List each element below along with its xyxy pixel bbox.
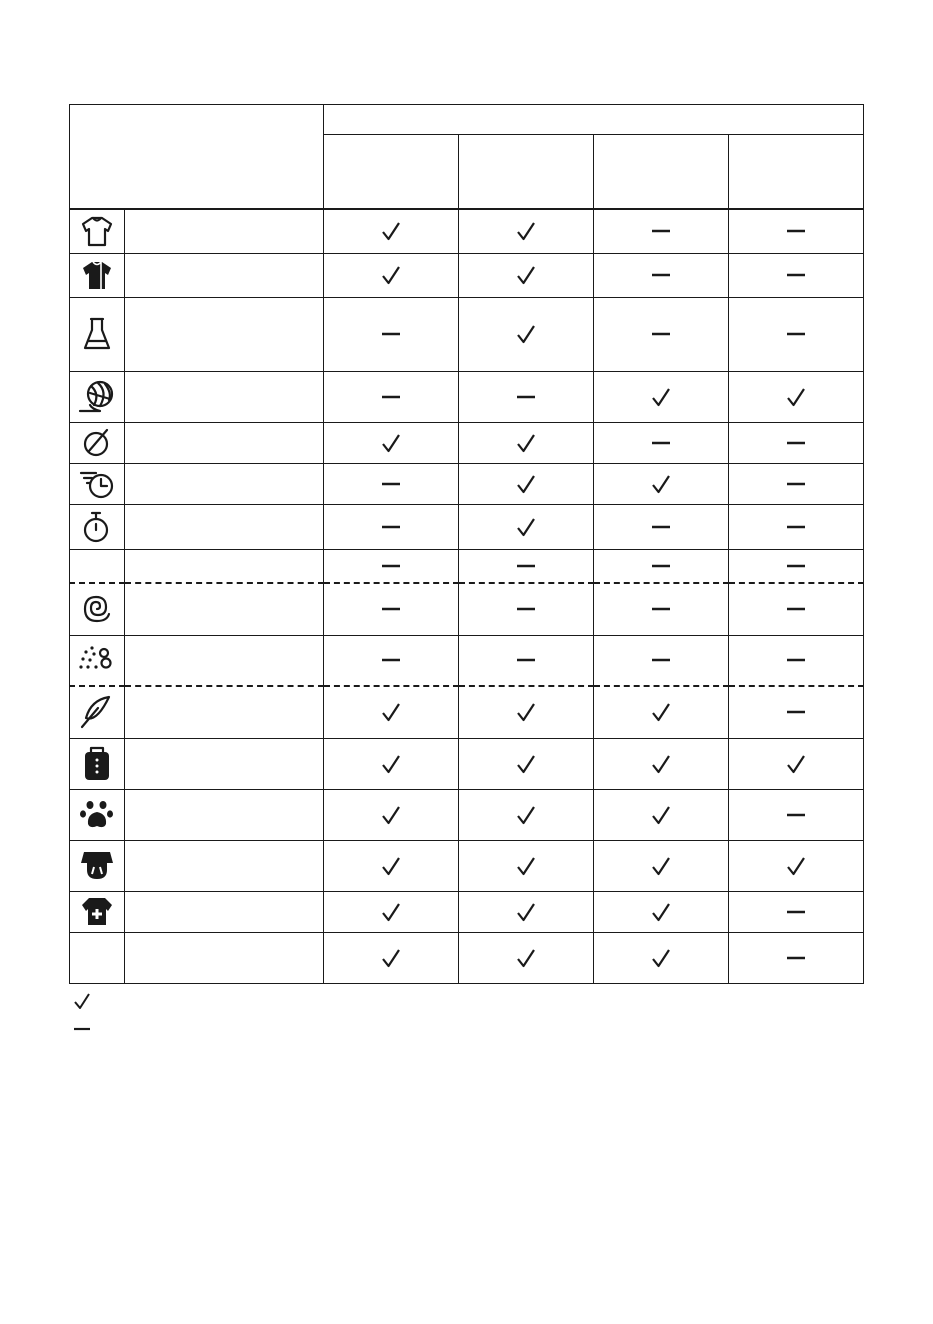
check-mark-col1 [324, 840, 459, 891]
dash-mark-col4 [729, 297, 864, 371]
table-row [70, 932, 864, 983]
check-mark-col1 [324, 789, 459, 840]
dash-mark-col4 [729, 686, 864, 738]
table-row [70, 840, 864, 891]
check-mark-col1 [324, 253, 459, 297]
check-mark-col2 [459, 891, 594, 932]
dash-mark-col4 [729, 209, 864, 253]
check-mark-col3 [594, 686, 729, 738]
program-label [125, 371, 324, 422]
table-row [70, 209, 864, 253]
program-label [125, 504, 324, 549]
program-label [125, 891, 324, 932]
dash-mark-col1 [324, 371, 459, 422]
check-mark-col3 [594, 738, 729, 789]
program-label [125, 686, 324, 738]
legend-dash [72, 1019, 100, 1039]
column-header-3 [594, 135, 729, 210]
paw-icon [70, 789, 125, 840]
check-mark-col3 [594, 371, 729, 422]
leaf-circle-icon [70, 422, 125, 463]
table-body [70, 209, 864, 983]
flask-icon [70, 297, 125, 371]
check-mark-col3 [594, 840, 729, 891]
dash-mark-col2 [459, 549, 594, 583]
group-header [324, 105, 864, 135]
program-label [125, 297, 324, 371]
shirt-cross-icon [70, 891, 125, 932]
corner-header [70, 105, 324, 210]
dash-mark-col2 [459, 371, 594, 422]
dash-mark-col4 [729, 583, 864, 635]
tshirt-filled-icon [70, 253, 125, 297]
dash-mark-col4 [729, 463, 864, 504]
dash-mark-col4 [729, 253, 864, 297]
dash-mark-col1 [324, 504, 459, 549]
column-header-2 [459, 135, 594, 210]
check-mark-col3 [594, 463, 729, 504]
program-label [125, 932, 324, 983]
table-row [70, 583, 864, 635]
program-label [125, 789, 324, 840]
tshirt-outline-icon [70, 209, 125, 253]
program-label [125, 209, 324, 253]
dash-mark-col1 [324, 463, 459, 504]
dash-mark-col1 [324, 297, 459, 371]
feather-icon [70, 686, 125, 738]
bag-icon [70, 738, 125, 789]
table-row [70, 686, 864, 738]
check-mark-col2 [459, 463, 594, 504]
dash-mark-col3 [594, 504, 729, 549]
legend-check [72, 991, 100, 1011]
dash-mark-col3 [594, 422, 729, 463]
dash-mark-col3 [594, 549, 729, 583]
dash-mark-col1 [324, 635, 459, 686]
check-mark-col2 [459, 738, 594, 789]
table-row [70, 504, 864, 549]
table-row [70, 635, 864, 686]
dash-mark-col4 [729, 504, 864, 549]
check-mark-col2 [459, 840, 594, 891]
check-mark-col4 [729, 840, 864, 891]
dash-mark-col4 [729, 422, 864, 463]
column-header-1 [324, 135, 459, 210]
dash-mark-col4 [729, 635, 864, 686]
check-mark-col1 [324, 932, 459, 983]
rinse-dots-icon [70, 635, 125, 686]
check-mark-col2 [459, 253, 594, 297]
table-row [70, 891, 864, 932]
table-row [70, 738, 864, 789]
dash-mark-col3 [594, 297, 729, 371]
table-row [70, 549, 864, 583]
program-label [125, 549, 324, 583]
stopwatch-icon [70, 504, 125, 549]
yarn-ball-icon [70, 371, 125, 422]
table-row [70, 371, 864, 422]
table-row [70, 789, 864, 840]
program-label [125, 840, 324, 891]
check-mark-col1 [324, 738, 459, 789]
check-mark-col2 [459, 686, 594, 738]
table-row [70, 463, 864, 504]
check-mark-col1 [324, 422, 459, 463]
program-label [125, 253, 324, 297]
table-row [70, 297, 864, 371]
check-mark-col4 [729, 371, 864, 422]
check-mark-col1 [324, 891, 459, 932]
column-header-4 [729, 135, 864, 210]
dash-mark-col2 [459, 583, 594, 635]
dash-mark-col3 [594, 583, 729, 635]
dash-mark-col2 [459, 635, 594, 686]
spiral-icon [70, 583, 125, 635]
dash-mark-col4 [729, 891, 864, 932]
dash-mark-col4 [729, 932, 864, 983]
table-row [70, 253, 864, 297]
check-mark-col1 [324, 209, 459, 253]
check-mark-col2 [459, 297, 594, 371]
program-label [125, 738, 324, 789]
program-compatibility-table [69, 104, 864, 984]
dash-mark-col3 [594, 209, 729, 253]
dash-mark-col4 [729, 789, 864, 840]
check-mark-col3 [594, 789, 729, 840]
table-row [70, 422, 864, 463]
check-mark-col2 [459, 932, 594, 983]
program-label [125, 422, 324, 463]
check-mark-col3 [594, 932, 729, 983]
dash-mark-col3 [594, 253, 729, 297]
check-mark-col2 [459, 209, 594, 253]
check-mark-col4 [729, 738, 864, 789]
shirt-drop-icon [70, 840, 125, 891]
empty-icon-cell [70, 549, 125, 583]
check-mark-col3 [594, 891, 729, 932]
empty-icon-cell [70, 932, 125, 983]
dash-mark-col1 [324, 549, 459, 583]
dash-mark-col1 [324, 583, 459, 635]
program-label [125, 583, 324, 635]
check-mark-col2 [459, 504, 594, 549]
check-icon [72, 991, 92, 1011]
dash-icon [72, 1019, 92, 1039]
check-mark-col2 [459, 789, 594, 840]
check-mark-col1 [324, 686, 459, 738]
program-label [125, 463, 324, 504]
check-mark-col2 [459, 422, 594, 463]
dash-mark-col3 [594, 635, 729, 686]
program-label [125, 635, 324, 686]
quick-clock-icon [70, 463, 125, 504]
dash-mark-col4 [729, 549, 864, 583]
